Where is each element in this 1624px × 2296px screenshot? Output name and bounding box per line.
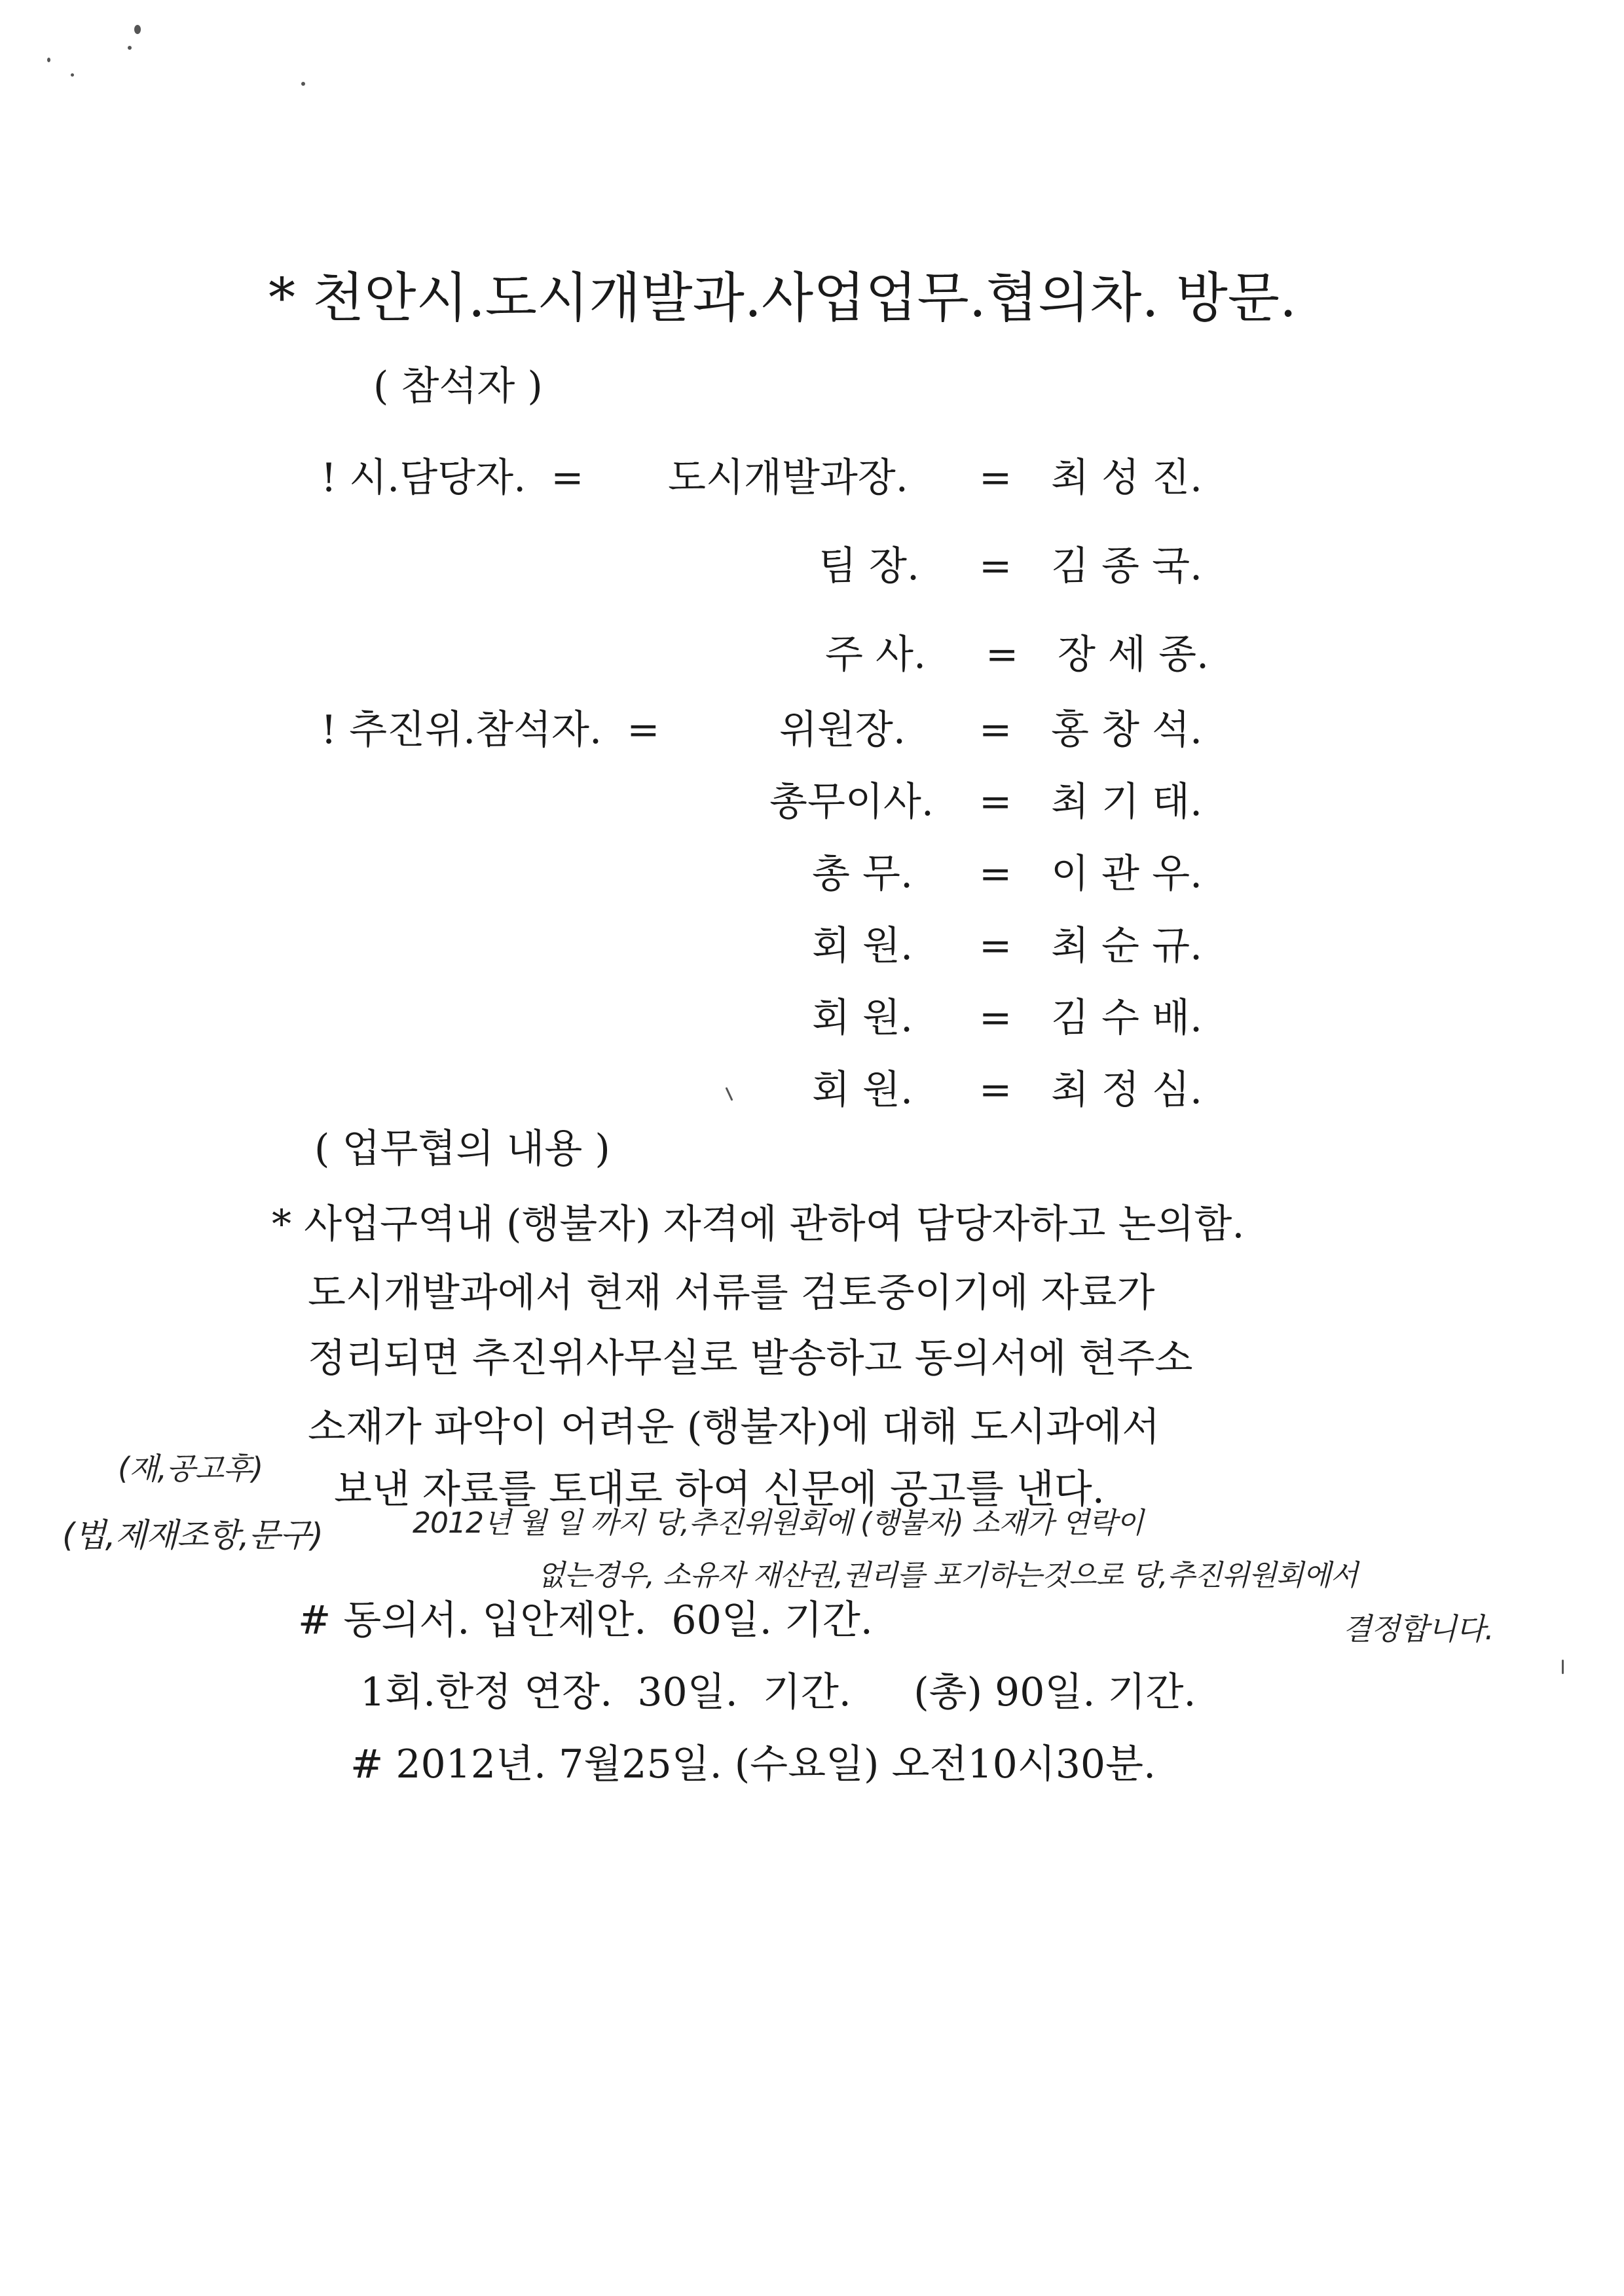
- staff-equals: =: [986, 632, 1019, 678]
- committee-name: 최 순 규.: [1051, 923, 1203, 969]
- scan-speck: [47, 58, 50, 62]
- staff-role: 주 사.: [825, 632, 927, 678]
- committee-name: 최 기 태.: [1051, 779, 1203, 825]
- committee-role: 총 무.: [812, 851, 913, 897]
- content-line: 소재가 파악이 어려운 (행불자)에 대해 도시과에서: [308, 1404, 1160, 1450]
- committee-label: ! 추진위.참석자. =: [321, 707, 660, 753]
- handwritten-note-legal: (법,제재조항,문구): [62, 1516, 323, 1554]
- content-line: 도시개발과에서 현재 서류를 검토중이기에 자료가: [308, 1270, 1155, 1316]
- content-line: 보낸 자료를 토대로 하여 신문에 공고를 낸다.: [334, 1467, 1105, 1512]
- committee-role: 총무이사.: [769, 779, 934, 825]
- content-line: * 사업구역내 (행불자) 자격에 관하여 담당자하고 논의함.: [272, 1201, 1245, 1247]
- handwritten-note-reannounce: (재,공고후): [118, 1451, 263, 1486]
- scan-speck: [128, 46, 132, 50]
- consent-period-line: # 동의서. 입안제안. 60일. 기간.: [298, 1597, 873, 1643]
- staff-name: 장 세 종.: [1058, 632, 1209, 678]
- committee-role: 회 원.: [812, 1067, 913, 1113]
- committee-role: 위원장.: [779, 707, 906, 753]
- committee-role: 회 원.: [812, 923, 913, 969]
- city-staff-label: ! 시.담당자. =: [321, 455, 584, 501]
- committee-equals: =: [979, 1067, 1012, 1113]
- scan-speck: [725, 1087, 733, 1101]
- committee-equals: =: [979, 779, 1012, 825]
- committee-name: 최 정 심.: [1051, 1067, 1203, 1113]
- content-heading: ( 업무협의 내용 ): [314, 1126, 610, 1172]
- committee-name: 이 관 우.: [1051, 851, 1203, 897]
- committee-equals: =: [979, 923, 1012, 969]
- committee-equals: =: [979, 995, 1012, 1041]
- scan-speck: [71, 73, 74, 77]
- committee-name: 홍 창 석.: [1051, 707, 1203, 753]
- staff-name: 김 종 국.: [1051, 543, 1203, 589]
- attendees-heading: ( 참석자 ): [373, 363, 543, 409]
- staff-equals: =: [979, 455, 1012, 501]
- content-line: 정리되면 추진위사무실로 발송하고 동의서에 현주소: [308, 1336, 1193, 1381]
- staff-role: 팀 장.: [819, 543, 920, 589]
- staff-role: 도시개발과장.: [668, 455, 908, 501]
- committee-equals: =: [979, 851, 1012, 897]
- staff-name: 최 성 진.: [1051, 455, 1203, 501]
- scan-speck: [134, 25, 141, 34]
- committee-equals: =: [979, 707, 1012, 753]
- staff-equals: =: [979, 543, 1012, 589]
- meeting-date-line: # 2012년. 7월25일. (수요일) 오전10시30분.: [350, 1741, 1156, 1787]
- committee-role: 회 원.: [812, 995, 913, 1041]
- scan-speck: [1562, 1660, 1564, 1674]
- scan-speck: [301, 82, 305, 86]
- handwritten-line: 없는경우, 소유자 재산권,권리를 포기하는것으로 당,추진위원회에서: [537, 1559, 1358, 1592]
- committee-name: 김 수 배.: [1051, 995, 1203, 1041]
- extension-period-line: 1회.한정 연장. 30일. 기간. (총) 90일. 기간.: [360, 1669, 1196, 1715]
- document-title: * 천안시.도시개발과.사업업무.협의차. 방문.: [268, 267, 1297, 329]
- handwritten-line: 결정합니다.: [1342, 1611, 1494, 1647]
- handwritten-line: 2012년 월 일 까지 당,추진위원회에 (행불자) 소재가 연락이: [413, 1506, 1143, 1540]
